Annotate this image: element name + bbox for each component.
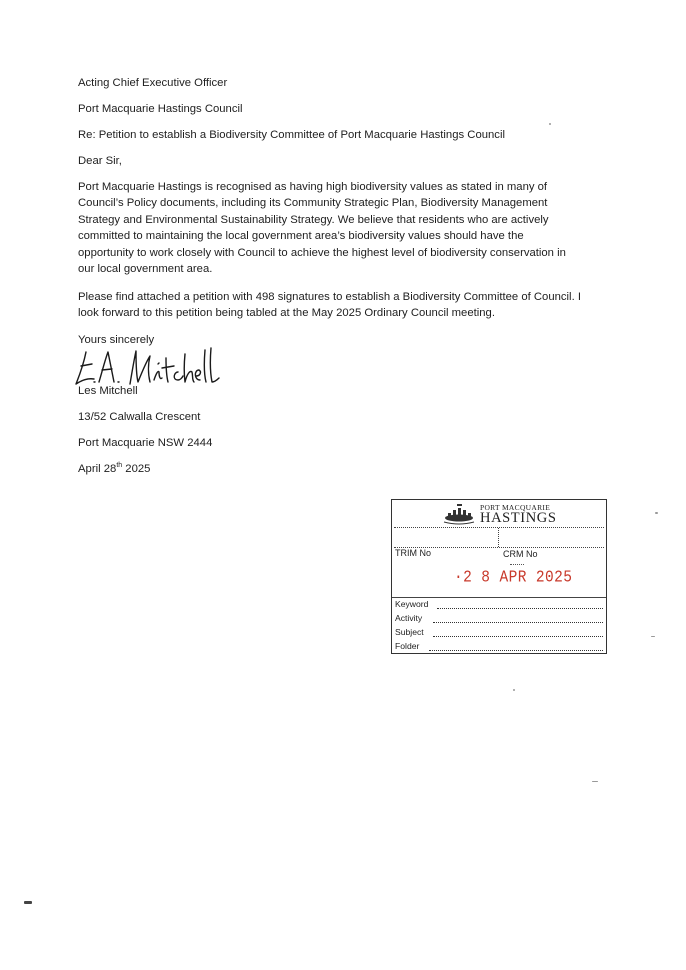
stamp-field-keyword (395, 599, 428, 609)
paragraph-line: Strategy and Environmental Sustainability Strategy. We believe that residents who are actively (78, 213, 549, 226)
stamp-divider (498, 528, 499, 547)
sender-city: Port Macquarie NSW 2444 (78, 437, 213, 449)
stamp-logo-main: HASTINGS (480, 510, 557, 526)
letter-date (78, 461, 150, 477)
scan-speck (655, 512, 658, 514)
stamp-logo-top: PORT MACQUARIE (480, 503, 551, 512)
paragraph-line: look forward to this petition being tabled at the May 2025 Ordinary Council meeting. (78, 307, 495, 320)
recipient-organisation: Port Macquarie Hastings Council (78, 103, 243, 115)
scan-speck (24, 901, 32, 904)
body-paragraph-2 (78, 289, 598, 322)
stamp-field-label: Folder (395, 641, 420, 651)
stamp-trim-label: TRIM No (395, 548, 431, 558)
sender-name: Les Mitchell (78, 385, 138, 397)
stamp-crm-label: CRM No (503, 549, 538, 559)
stamp-field-label: Subject (395, 627, 424, 637)
scan-speck (651, 636, 655, 637)
paragraph-line: Please find attached a petition with 498 signatures to establish a Biodiversity Committee of Council. I (78, 291, 581, 303)
scan-speck (549, 123, 551, 125)
subject-line: Re: Petition to establish a Biodiversity Committee of Port Macquarie Hastings Council (78, 129, 505, 141)
stamp-received-date: ·2 8 APR 2025 (454, 569, 573, 587)
date-suffix: th (116, 462, 123, 469)
paragraph-line: opportunity to work closely with Council to achieve the highest level of biodiversity conservation in (78, 246, 566, 259)
handwritten-signature (72, 342, 222, 388)
stamp-field-label: Activity (395, 613, 423, 623)
stamp-divider (510, 564, 524, 565)
paragraph-line: our local government area. (78, 263, 213, 276)
paragraph-line: Port Macquarie Hastings is recognised as having high biodiversity values as stated in many of (78, 181, 548, 193)
date-year: 2025 (122, 463, 151, 475)
paragraph-line: committed to maintaining the local government area’s biodiversity values should have the (78, 230, 524, 243)
stamp-field-activity (395, 613, 422, 623)
received-stamp (391, 499, 607, 654)
stamp-divider (392, 597, 606, 598)
stamp-divider (394, 527, 604, 528)
recipient-title: Acting Chief Executive Officer (78, 77, 228, 89)
scan-speck (592, 781, 598, 782)
date-main: April 28 (78, 463, 117, 475)
stamp-field-label: Keyword (395, 599, 429, 609)
closing: Yours sincerely (78, 334, 155, 346)
paragraph-line: Council’s Policy documents, including its Community Strategic Plan, Biodiversity Management (78, 197, 548, 210)
scan-speck (513, 689, 515, 691)
body-paragraph-1 (78, 179, 598, 277)
stamp-field-folder (395, 641, 419, 651)
sender-street: 13/52 Calwalla Crescent (78, 411, 201, 423)
salutation: Dear Sir, (78, 155, 122, 167)
council-emblem-icon (440, 503, 478, 525)
stamp-field-subject (395, 627, 424, 637)
